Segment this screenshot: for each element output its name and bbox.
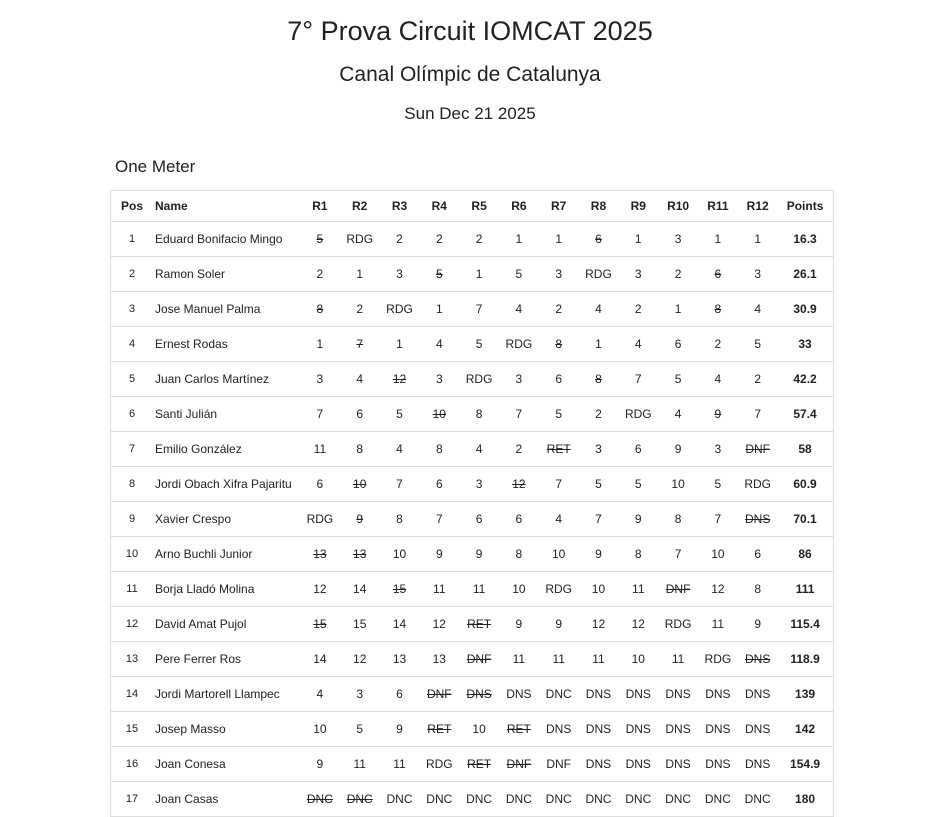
sailor-name-cell: Arno Buchli Junior (153, 537, 300, 572)
race-score-cell: DNS (738, 502, 778, 537)
table-row (111, 642, 834, 677)
column-header-r12: R12 (738, 191, 778, 222)
column-header-pos: Pos (111, 191, 154, 222)
race-score-cell: 5 (499, 257, 539, 292)
race-score-cell: 10 (618, 642, 658, 677)
sailor-name-cell: Eduard Bonifacio Mingo (153, 222, 300, 257)
race-score-cell: 11 (380, 747, 420, 782)
race-score-cell: 9 (419, 537, 459, 572)
header-row (111, 191, 834, 222)
race-score-cell: 9 (618, 502, 658, 537)
race-score-cell: DNS (459, 677, 499, 712)
race-score-cell: 4 (419, 327, 459, 362)
race-score-cell: 8 (340, 432, 380, 467)
venue-subtitle: Canal Olímpic de Catalunya (339, 63, 601, 86)
column-header-r8: R8 (579, 191, 619, 222)
race-score-cell: 6 (618, 432, 658, 467)
table-row (111, 712, 834, 747)
total-points-cell: 154.9 (778, 747, 834, 782)
race-score-cell: 15 (340, 607, 380, 642)
position-cell: 5 (111, 362, 154, 397)
table-row (111, 502, 834, 537)
sailor-name-cell: Borja Lladó Molina (153, 572, 300, 607)
race-score-cell: DNC (499, 782, 539, 817)
race-score-cell: 2 (380, 222, 420, 257)
position-cell: 13 (111, 642, 154, 677)
class-title: One Meter (115, 157, 196, 176)
race-score-cell: DNC (459, 782, 499, 817)
position-cell: 4 (111, 327, 154, 362)
race-score-cell: 1 (499, 222, 539, 257)
race-score-cell: 3 (579, 432, 619, 467)
race-score-cell: DNC (618, 782, 658, 817)
race-score-cell: 13 (419, 642, 459, 677)
race-score-cell: 14 (380, 607, 420, 642)
race-score-cell: 12 (340, 642, 380, 677)
race-score-cell: 6 (300, 467, 340, 502)
race-score-cell: 6 (459, 502, 499, 537)
race-score-cell: RDG (419, 747, 459, 782)
race-score-cell: 8 (618, 537, 658, 572)
column-header-r2: R2 (340, 191, 380, 222)
race-score-cell: DNC (539, 782, 579, 817)
race-score-cell: 8 (419, 432, 459, 467)
race-score-cell: 12 (300, 572, 340, 607)
results-table (110, 190, 834, 817)
race-score-cell: 8 (300, 292, 340, 327)
race-score-cell: 8 (459, 397, 499, 432)
race-score-cell: 7 (698, 502, 738, 537)
race-score-cell: DNF (658, 572, 698, 607)
race-score-cell: 2 (459, 222, 499, 257)
race-score-cell: 15 (380, 572, 420, 607)
race-score-cell: 9 (658, 432, 698, 467)
position-cell: 15 (111, 712, 154, 747)
race-score-cell: RDG (539, 572, 579, 607)
race-score-cell: 3 (459, 467, 499, 502)
race-score-cell: RDG (658, 607, 698, 642)
race-score-cell: 8 (499, 537, 539, 572)
total-points-cell: 118.9 (778, 642, 834, 677)
race-score-cell: DNC (419, 782, 459, 817)
race-score-cell: DNC (698, 782, 738, 817)
position-cell: 8 (111, 467, 154, 502)
race-score-cell: 3 (419, 362, 459, 397)
race-score-cell: 5 (738, 327, 778, 362)
race-score-cell: 9 (738, 607, 778, 642)
race-score-cell: DNS (738, 712, 778, 747)
race-score-cell: DNS (618, 747, 658, 782)
race-score-cell: 11 (539, 642, 579, 677)
sailor-name-cell: Josep Masso (153, 712, 300, 747)
sailor-name-cell: Xavier Crespo (153, 502, 300, 537)
race-score-cell: 4 (738, 292, 778, 327)
race-score-cell: 7 (419, 502, 459, 537)
race-score-cell: 2 (579, 397, 619, 432)
table-row (111, 257, 834, 292)
race-score-cell: RET (459, 747, 499, 782)
race-score-cell: 1 (340, 257, 380, 292)
table-row (111, 397, 834, 432)
race-score-cell: DNS (698, 712, 738, 747)
table-row (111, 467, 834, 502)
race-score-cell: RDG (340, 222, 380, 257)
sailor-name-cell: Santi Julián (153, 397, 300, 432)
sailor-name-cell: Ernest Rodas (153, 327, 300, 362)
race-score-cell: 6 (698, 257, 738, 292)
race-score-cell: 10 (300, 712, 340, 747)
race-score-cell: 13 (380, 642, 420, 677)
race-score-cell: DNS (618, 712, 658, 747)
race-score-cell: DNC (380, 782, 420, 817)
race-score-cell: DNS (658, 677, 698, 712)
total-points-cell: 57.4 (778, 397, 834, 432)
race-score-cell: RDG (698, 642, 738, 677)
race-score-cell: 7 (380, 467, 420, 502)
race-score-cell: DNC (579, 782, 619, 817)
race-score-cell: RDG (380, 292, 420, 327)
column-header-r7: R7 (539, 191, 579, 222)
column-header-r4: R4 (419, 191, 459, 222)
race-score-cell: DNS (738, 677, 778, 712)
race-score-cell: 1 (658, 292, 698, 327)
race-score-cell: 10 (499, 572, 539, 607)
race-score-cell: DNS (738, 642, 778, 677)
table-row (111, 607, 834, 642)
race-score-cell: 2 (698, 327, 738, 362)
race-score-cell: 1 (380, 327, 420, 362)
race-score-cell: 3 (300, 362, 340, 397)
race-score-cell: DNF (459, 642, 499, 677)
sailor-name-cell: Pere Ferrer Ros (153, 642, 300, 677)
race-score-cell: 12 (618, 607, 658, 642)
race-score-cell: 4 (539, 502, 579, 537)
race-score-cell: 1 (419, 292, 459, 327)
race-score-cell: RDG (579, 257, 619, 292)
race-score-cell: DNS (658, 712, 698, 747)
race-score-cell: 10 (579, 572, 619, 607)
race-score-cell: 7 (658, 537, 698, 572)
race-score-cell: 9 (499, 607, 539, 642)
race-score-cell: 10 (380, 537, 420, 572)
sailor-name-cell: Emilio González (153, 432, 300, 467)
race-score-cell: 3 (658, 222, 698, 257)
race-score-cell: 2 (340, 292, 380, 327)
total-points-cell: 180 (778, 782, 834, 817)
total-points-cell: 42.2 (778, 362, 834, 397)
total-points-cell: 30.9 (778, 292, 834, 327)
race-score-cell: 5 (618, 467, 658, 502)
race-score-cell: 6 (658, 327, 698, 362)
race-score-cell: 10 (419, 397, 459, 432)
race-score-cell: 10 (539, 537, 579, 572)
race-score-cell: 2 (618, 292, 658, 327)
race-score-cell: 1 (698, 222, 738, 257)
race-score-cell: RET (499, 712, 539, 747)
results-body (111, 222, 834, 817)
total-points-cell: 16.3 (778, 222, 834, 257)
race-score-cell: DNS (579, 747, 619, 782)
race-score-cell: 12 (380, 362, 420, 397)
total-points-cell: 70.1 (778, 502, 834, 537)
race-score-cell: 4 (658, 397, 698, 432)
race-score-cell: 12 (579, 607, 619, 642)
race-score-cell: 5 (300, 222, 340, 257)
race-score-cell: 9 (539, 607, 579, 642)
race-score-cell: DNC (539, 677, 579, 712)
table-row (111, 537, 834, 572)
race-score-cell: 3 (499, 362, 539, 397)
race-score-cell: DNF (499, 747, 539, 782)
race-score-cell: DNS (539, 712, 579, 747)
table-row (111, 292, 834, 327)
total-points-cell: 26.1 (778, 257, 834, 292)
column-header-points: Points (778, 191, 834, 222)
race-score-cell: 3 (698, 432, 738, 467)
page-title: 7° Prova Circuit IOMCAT 2025 (287, 16, 653, 46)
total-points-cell: 142 (778, 712, 834, 747)
column-header-r11: R11 (698, 191, 738, 222)
race-score-cell: 2 (738, 362, 778, 397)
total-points-cell: 86 (778, 537, 834, 572)
race-score-cell: 11 (698, 607, 738, 642)
race-score-cell: 12 (698, 572, 738, 607)
position-cell: 1 (111, 222, 154, 257)
column-header-r5: R5 (459, 191, 499, 222)
race-score-cell: RET (539, 432, 579, 467)
race-score-cell: 13 (300, 537, 340, 572)
race-score-cell: 6 (539, 362, 579, 397)
race-score-cell: 9 (579, 537, 619, 572)
race-score-cell: 7 (300, 397, 340, 432)
position-cell: 9 (111, 502, 154, 537)
table-row (111, 677, 834, 712)
race-score-cell: DNC (738, 782, 778, 817)
race-score-cell: 4 (618, 327, 658, 362)
race-score-cell: 5 (380, 397, 420, 432)
race-score-cell: 15 (300, 607, 340, 642)
race-score-cell: 9 (380, 712, 420, 747)
race-score-cell: 11 (300, 432, 340, 467)
race-score-cell: 5 (698, 467, 738, 502)
race-score-cell: DNC (340, 782, 380, 817)
race-score-cell: 7 (579, 502, 619, 537)
sailor-name-cell: Jose Manuel Palma (153, 292, 300, 327)
race-score-cell: DNS (618, 677, 658, 712)
sailor-name-cell: Joan Casas (153, 782, 300, 817)
total-points-cell: 111 (778, 572, 834, 607)
sailor-name-cell: Jordi Obach Xifra Pajaritu (153, 467, 300, 502)
race-score-cell: DNF (539, 747, 579, 782)
race-score-cell: 6 (380, 677, 420, 712)
race-score-cell: DNS (698, 747, 738, 782)
sailor-name-cell: Ramon Soler (153, 257, 300, 292)
race-score-cell: 8 (380, 502, 420, 537)
race-score-cell: 4 (380, 432, 420, 467)
sailor-name-cell: Joan Conesa (153, 747, 300, 782)
race-score-cell: 6 (340, 397, 380, 432)
race-score-cell: 10 (658, 467, 698, 502)
race-score-cell: 11 (658, 642, 698, 677)
race-score-cell: 7 (499, 397, 539, 432)
race-score-cell: 2 (539, 292, 579, 327)
race-score-cell: 1 (539, 222, 579, 257)
race-score-cell: 9 (300, 747, 340, 782)
race-score-cell: 9 (340, 502, 380, 537)
column-header-r9: R9 (618, 191, 658, 222)
position-cell: 11 (111, 572, 154, 607)
race-score-cell: DNS (579, 677, 619, 712)
column-header-r1: R1 (300, 191, 340, 222)
table-row (111, 747, 834, 782)
race-score-cell: DNC (300, 782, 340, 817)
column-header-name: Name (153, 191, 300, 222)
table-row (111, 222, 834, 257)
table-row (111, 432, 834, 467)
race-score-cell: 4 (499, 292, 539, 327)
race-score-cell: 6 (419, 467, 459, 502)
total-points-cell: 33 (778, 327, 834, 362)
race-score-cell: DNS (738, 747, 778, 782)
race-score-cell: 7 (539, 467, 579, 502)
race-score-cell: 5 (340, 712, 380, 747)
race-score-cell: DNS (499, 677, 539, 712)
race-score-cell: 2 (419, 222, 459, 257)
race-score-cell: 11 (618, 572, 658, 607)
race-score-cell: 3 (539, 257, 579, 292)
race-score-cell: RDG (300, 502, 340, 537)
race-score-cell: 7 (340, 327, 380, 362)
column-header-r10: R10 (658, 191, 698, 222)
position-cell: 6 (111, 397, 154, 432)
table-row (111, 782, 834, 817)
race-score-cell: 4 (698, 362, 738, 397)
race-score-cell: RDG (499, 327, 539, 362)
position-cell: 2 (111, 257, 154, 292)
race-score-cell: DNF (419, 677, 459, 712)
race-score-cell: 3 (618, 257, 658, 292)
total-points-cell: 58 (778, 432, 834, 467)
race-score-cell: RDG (738, 467, 778, 502)
total-points-cell: 139 (778, 677, 834, 712)
sailor-name-cell: Juan Carlos Martínez (153, 362, 300, 397)
race-score-cell: 13 (340, 537, 380, 572)
race-score-cell: 9 (459, 537, 499, 572)
race-score-cell: 2 (300, 257, 340, 292)
race-score-cell: 11 (579, 642, 619, 677)
race-score-cell: 14 (340, 572, 380, 607)
race-score-cell: 3 (738, 257, 778, 292)
column-header-r3: R3 (380, 191, 420, 222)
table-row (111, 327, 834, 362)
race-score-cell: 7 (618, 362, 658, 397)
race-score-cell: 7 (738, 397, 778, 432)
event-date: Sun Dec 21 2025 (404, 104, 536, 123)
race-score-cell: 10 (698, 537, 738, 572)
race-score-cell: 5 (459, 327, 499, 362)
race-score-cell: 11 (499, 642, 539, 677)
race-score-cell: RDG (459, 362, 499, 397)
total-points-cell: 60.9 (778, 467, 834, 502)
race-score-cell: DNC (658, 782, 698, 817)
race-score-cell: 12 (499, 467, 539, 502)
column-header-r6: R6 (499, 191, 539, 222)
position-cell: 12 (111, 607, 154, 642)
race-score-cell: 1 (618, 222, 658, 257)
race-score-cell: DNS (658, 747, 698, 782)
race-score-cell: 3 (340, 677, 380, 712)
position-cell: 3 (111, 292, 154, 327)
table-row (111, 362, 834, 397)
race-score-cell: 1 (738, 222, 778, 257)
race-score-cell: 11 (419, 572, 459, 607)
race-score-cell: 9 (698, 397, 738, 432)
race-score-cell: 4 (300, 677, 340, 712)
race-score-cell: 6 (738, 537, 778, 572)
position-cell: 10 (111, 537, 154, 572)
sailor-name-cell: David Amat Pujol (153, 607, 300, 642)
race-score-cell: 5 (579, 467, 619, 502)
race-score-cell: 10 (459, 712, 499, 747)
race-score-cell: RET (459, 607, 499, 642)
race-score-cell: RET (419, 712, 459, 747)
race-score-cell: 11 (459, 572, 499, 607)
race-score-cell: 4 (340, 362, 380, 397)
race-score-cell: 8 (539, 327, 579, 362)
race-score-cell: 8 (658, 502, 698, 537)
sailor-name-cell: Jordi Martorell Llampec (153, 677, 300, 712)
race-score-cell: 5 (419, 257, 459, 292)
race-score-cell: 8 (738, 572, 778, 607)
race-score-cell: RDG (618, 397, 658, 432)
race-score-cell: 12 (419, 607, 459, 642)
race-score-cell: 10 (340, 467, 380, 502)
race-score-cell: 6 (499, 502, 539, 537)
position-cell: 7 (111, 432, 154, 467)
race-score-cell: 2 (658, 257, 698, 292)
race-score-cell: 11 (340, 747, 380, 782)
race-score-cell: 5 (539, 397, 579, 432)
race-score-cell: 1 (300, 327, 340, 362)
race-score-cell: 5 (658, 362, 698, 397)
race-score-cell: 4 (459, 432, 499, 467)
total-points-cell: 115.4 (778, 607, 834, 642)
race-score-cell: DNS (579, 712, 619, 747)
race-score-cell: 3 (380, 257, 420, 292)
race-score-cell: 6 (579, 222, 619, 257)
race-score-cell: 8 (698, 292, 738, 327)
race-score-cell: 1 (579, 327, 619, 362)
race-score-cell: 4 (579, 292, 619, 327)
position-cell: 16 (111, 747, 154, 782)
position-cell: 14 (111, 677, 154, 712)
race-score-cell: 7 (459, 292, 499, 327)
race-score-cell: DNF (738, 432, 778, 467)
race-score-cell: DNS (698, 677, 738, 712)
race-score-cell: 2 (499, 432, 539, 467)
position-cell: 17 (111, 782, 154, 817)
race-score-cell: 1 (459, 257, 499, 292)
race-score-cell: 8 (579, 362, 619, 397)
table-row (111, 572, 834, 607)
race-score-cell: 14 (300, 642, 340, 677)
